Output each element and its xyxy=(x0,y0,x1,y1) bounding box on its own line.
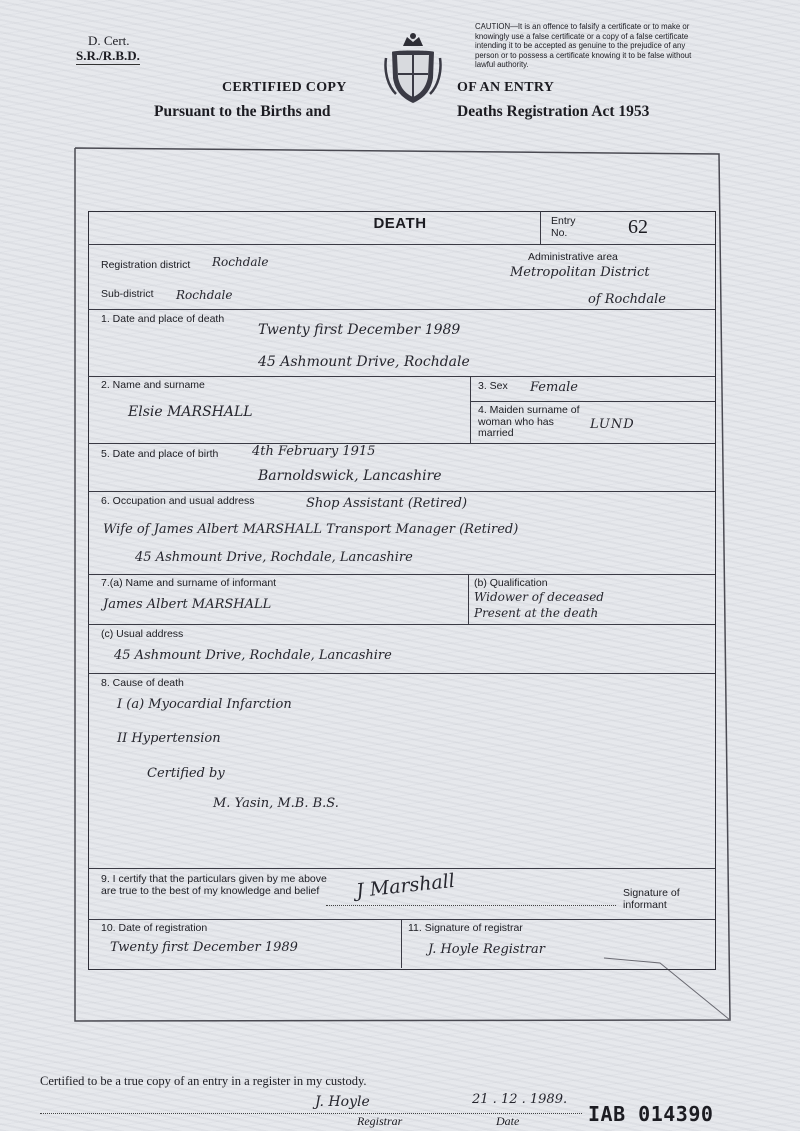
sex-value: Female xyxy=(530,380,578,395)
date-label: Date xyxy=(496,1114,520,1128)
title-left: CERTIFIED COPY xyxy=(222,80,347,95)
informant-name: James Albert MARSHALL xyxy=(103,597,272,612)
cause-line4: M. Yasin, M.B. B.S. xyxy=(213,796,339,811)
occupation-address-label: 6. Occupation and usual address xyxy=(101,495,255,507)
form-ref: S.R./R.B.D. xyxy=(76,48,140,63)
entry-no-label: Entry No. xyxy=(551,215,576,239)
usual-address: 45 Ashmount Drive, Rochdale, Lancashire xyxy=(135,550,413,565)
maiden-surname: LUND xyxy=(590,417,635,432)
informant-address: 45 Ashmount Drive, Rochdale, Lancashire xyxy=(114,648,392,663)
death-heading: DEATH xyxy=(373,215,427,232)
entry-no: 62 xyxy=(628,216,648,238)
cause-line2: II Hypertension xyxy=(117,731,221,746)
title-right: OF AN ENTRY xyxy=(457,80,555,95)
birth-place: Barnoldswick, Lancashire xyxy=(258,468,442,484)
act-left: Pursuant to the Births and xyxy=(154,103,331,120)
certified-true-copy: Certified to be a true copy of an entry in a register in my custody. xyxy=(40,1074,367,1088)
act-right: Deaths Registration Act 1953 xyxy=(457,103,650,120)
footer-date: 21 . 12 . 1989. xyxy=(472,1092,568,1107)
signature-of-informant-label: Signature of informant xyxy=(623,887,680,911)
registrar-signature: J. Hoyle Registrar xyxy=(428,942,545,957)
admin-area-line1: Metropolitan District xyxy=(510,265,650,280)
sub-district: Rochdale xyxy=(176,288,233,302)
informant-address-label: (c) Usual address xyxy=(101,628,184,640)
qualification-line1: Widower of deceased xyxy=(474,590,604,604)
registrar-label: Registrar xyxy=(357,1114,403,1128)
maiden-surname-label: 4. Maiden surname of woman who has married xyxy=(478,404,580,439)
registrar-signature-label: 11. Signature of registrar xyxy=(408,922,523,934)
admin-area-line2: of Rochdale xyxy=(588,292,666,307)
caution-text: CAUTION—It is an offence to falsify a certificate or to make or knowingly use a false certificate or a copy of a false certificate intending it to be accepted as genuine to the prejudice of any person or to possess a certificate knowing it to be false without lawful authority. xyxy=(475,22,692,69)
occupation: Shop Assistant (Retired) xyxy=(306,496,468,511)
sub-district-label: Sub-district xyxy=(101,288,154,300)
sex-label: 3. Sex xyxy=(478,380,508,392)
birth-date: 4th February 1915 xyxy=(252,444,376,459)
registration-date-label: 10. Date of registration xyxy=(101,922,208,934)
name-surname: Elsie MARSHALL xyxy=(128,404,253,420)
death-place: 45 Ashmount Drive, Rochdale xyxy=(258,354,470,370)
informant-signature: J Marshall xyxy=(355,869,456,903)
informant-name-label: 7.(a) Name and surname of informant xyxy=(101,577,277,589)
registration-date: Twenty first December 1989 xyxy=(110,940,298,955)
cause-line1: I (a) Myocardial Infarction xyxy=(117,697,292,712)
footer-registrar-signature: J. Hoyle xyxy=(315,1094,370,1110)
spouse-detail: Wife of James Albert MARSHALL Transport Manager (Retired) xyxy=(103,522,519,537)
certify-statement: 9. I certify that the particulars given by me above are true to the best of my knowledge and belief xyxy=(101,873,327,897)
serial-number: IAB 014390 xyxy=(588,1102,714,1126)
signature-dotted-line xyxy=(326,905,616,906)
qualification-line2: Present at the death xyxy=(474,606,599,620)
form-code: D. Cert. xyxy=(88,33,130,48)
death-date: Twenty first December 1989 xyxy=(258,322,461,338)
birth-date-place-label: 5. Date and place of birth xyxy=(101,448,219,460)
registration-district: Rochdale xyxy=(212,255,269,269)
cause-of-death-label: 8. Cause of death xyxy=(101,677,184,689)
cause-line3: Certified by xyxy=(147,766,225,781)
death-date-place-label: 1. Date and place of death xyxy=(101,313,225,325)
name-surname-label: 2. Name and surname xyxy=(101,379,205,391)
registration-district-label: Registration district xyxy=(101,259,191,271)
qualification-label: (b) Qualification xyxy=(474,577,548,589)
admin-area-label: Administrative area xyxy=(528,251,618,263)
